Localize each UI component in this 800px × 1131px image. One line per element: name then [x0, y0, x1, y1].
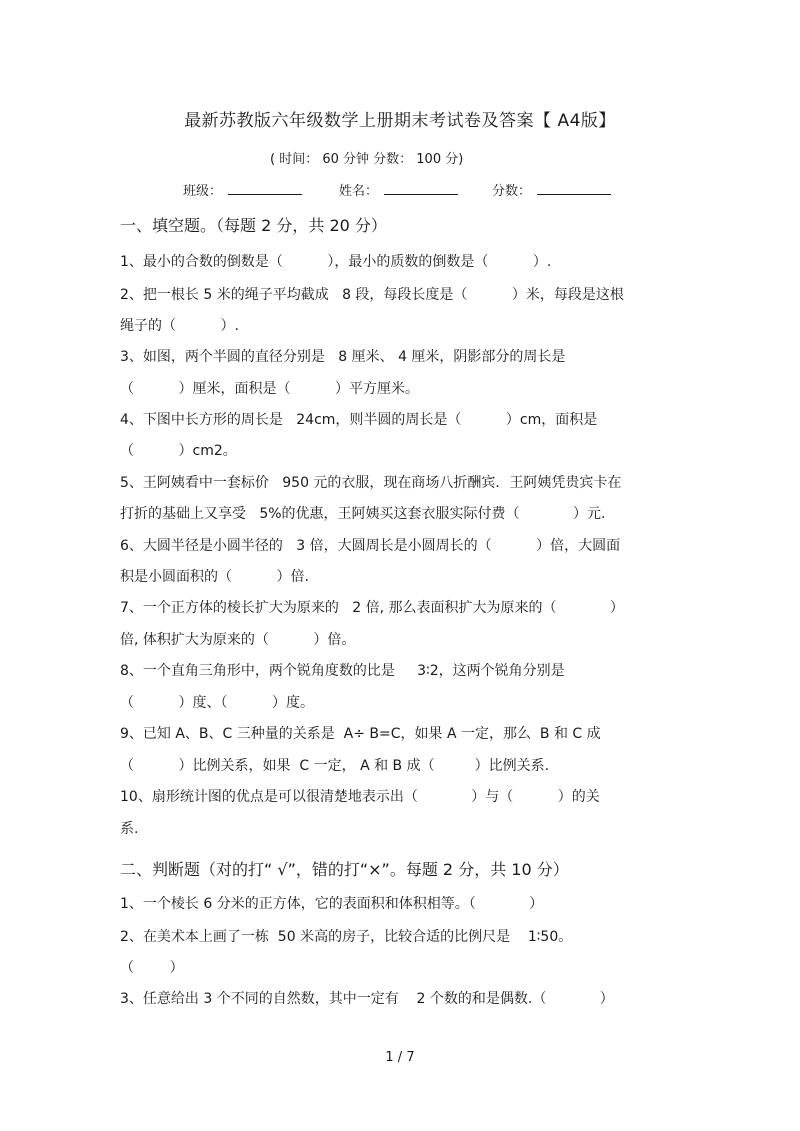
section-judgment-heading: 二、判断题（对的打“ √”，错的打“×”。每题 2 分，共 10 分）	[120, 860, 569, 879]
question-line: 3、任意给出 3 个不同的自然数，其中一定有 2 个数的和是偶数.（ ）	[120, 991, 614, 1007]
question-line: （ ）厘米，面积是（ ）平方厘米。	[120, 381, 420, 397]
question-line: 绳子的（ ）.	[120, 318, 239, 334]
question-line: （ ）比例关系，如果 C 一定， A 和 B 成（ ）比例关系.	[120, 758, 550, 774]
question-line: 8、一个直角三角形中，两个锐角度数的比是 3∶2，这两个锐角分别是	[120, 663, 565, 679]
question-line: （ ）cm2。	[120, 443, 237, 459]
question-line: 10、扇形统计图的优点是可以很清楚地表示出（ ）与（ ）的关	[120, 789, 600, 805]
exam-time-score: ( 时间： 60 分钟 分数： 100 分)	[270, 152, 464, 167]
page-title: 最新苏教版六年级数学上册期末考试卷及答案【 A4版】	[184, 111, 616, 131]
score-label: 分数：	[492, 184, 532, 199]
question-line: 倍, 体积扩大为原来的（ ）倍。	[120, 632, 356, 648]
question-line: 2、把一根长 5 米的绳子平均截成 8 段，每段长度是（ ）米，每段是这根	[120, 287, 624, 303]
question-line: （ ）度、（ ）度。	[120, 695, 315, 711]
page-number: 1 / 7	[385, 1050, 415, 1065]
name-blank	[384, 182, 458, 195]
name-label: 姓名：	[339, 184, 379, 199]
question-line: 1、最小的合数的倒数是（ ），最小的质数的倒数是（ ）.	[120, 254, 552, 270]
name-field	[339, 180, 458, 199]
question-line: 2、在美术本上画了一栋 50 米高的房子，比较合适的比例尺是 1∶50。	[120, 929, 573, 945]
score-field	[492, 180, 611, 199]
question-line: 打折的基础上又享受 5%的优惠，王阿姨买这套衣服实际付费（ ）元.	[120, 506, 606, 522]
question-line: （ ）	[120, 960, 184, 976]
question-line: 9、已知 A、B、C 三种量的关系是 A÷ B=C，如果 A 一定，那么 B 和 C 成	[120, 726, 601, 742]
score-blank	[537, 182, 611, 195]
class-field	[183, 180, 302, 199]
class-label: 班级：	[183, 184, 223, 199]
question-line: 3、如图，两个半圆的直径分别是 8 厘米、 4 厘米，阴影部分的周长是	[120, 349, 566, 365]
section-fill-in-heading: 一、填空题。（每题 2 分，共 20 分）	[120, 216, 387, 235]
question-line: 1、一个棱长 6 分米的正方体，它的表面积和体积相等。（ ）	[120, 896, 544, 912]
question-line: 系.	[120, 821, 139, 837]
question-line: 积是小圆面积的（ ）倍.	[120, 569, 309, 585]
question-line: 7、一个正方体的棱长扩大为原来的 2 倍, 那么表面积扩大为原来的（ ）	[120, 600, 624, 616]
question-line: 4、下图中长方形的周长是 24cm，则半圆的周长是（ ）cm，面积是	[120, 412, 598, 428]
question-line: 5、王阿姨看中一套标价 950 元的衣服，现在商场八折酬宾．王阿姨凭贵宾卡在	[120, 475, 622, 491]
class-blank	[228, 182, 302, 195]
question-line: 6、大圆半径是小圆半径的 3 倍，大圆周长是小圆周长的（ ）倍，大圆面	[120, 538, 621, 554]
